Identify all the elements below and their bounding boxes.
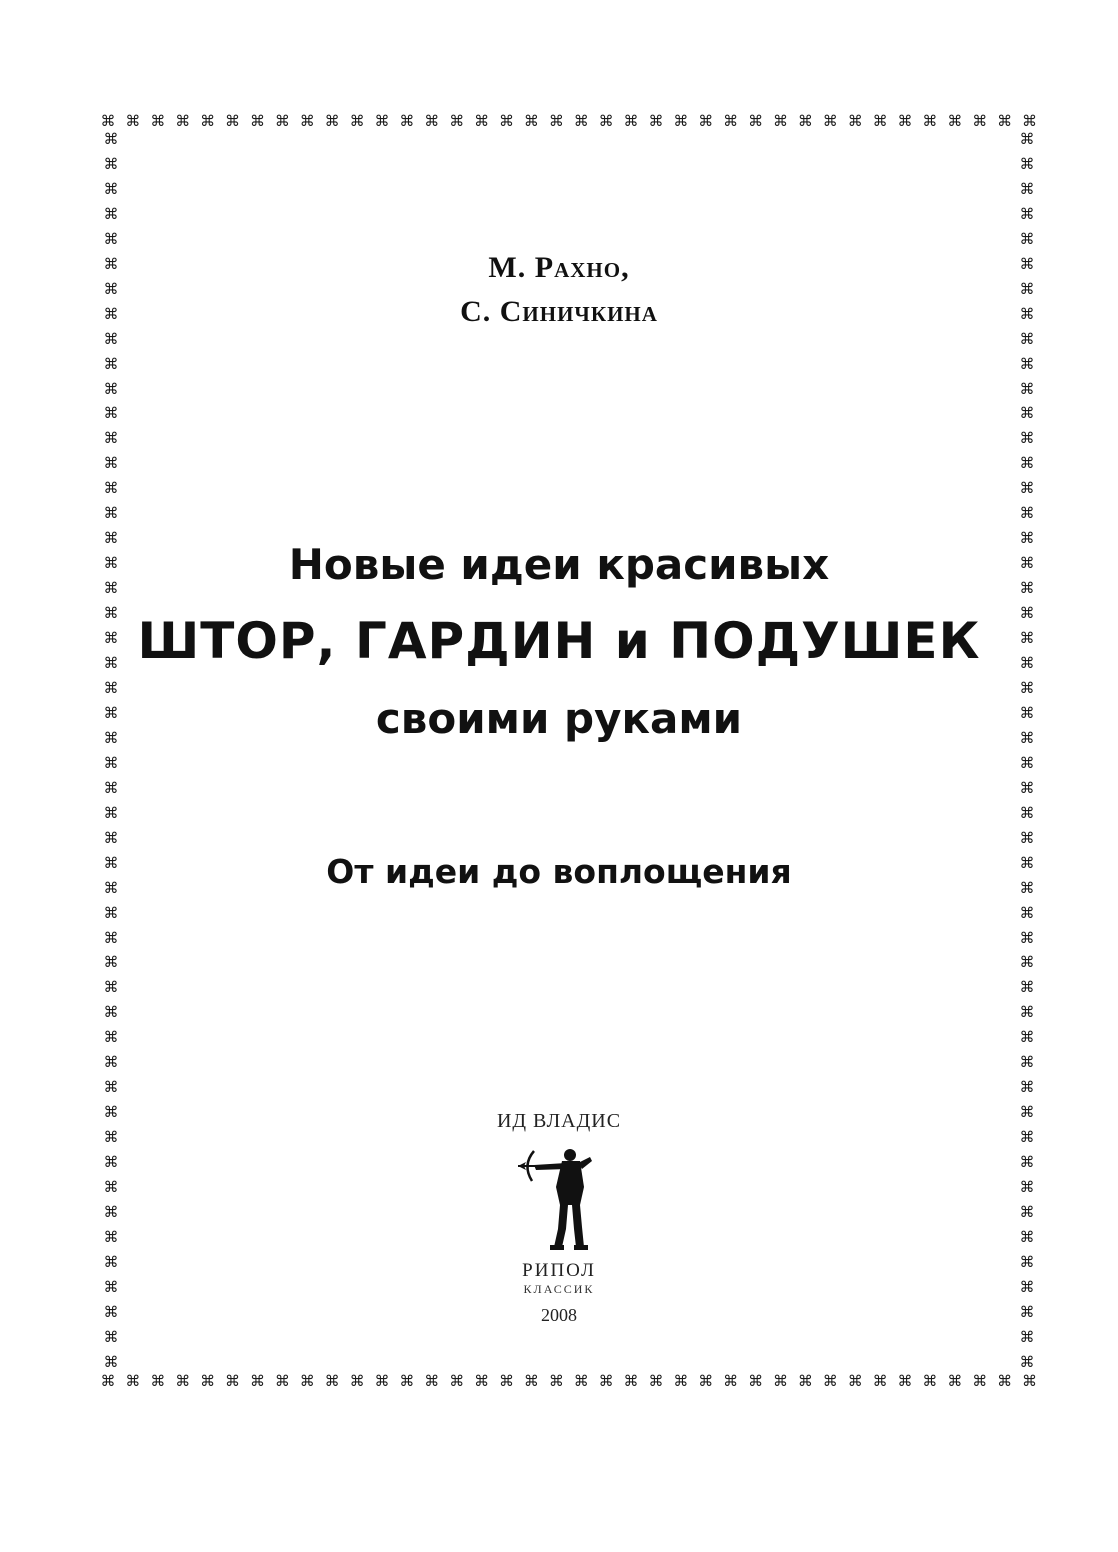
- ornament-glyph-icon: ⌘: [1019, 204, 1035, 223]
- ornament-glyph-icon: ⌘: [374, 111, 390, 130]
- ornament-glyph-icon: ⌘: [1019, 354, 1035, 373]
- ornament-glyph-icon: ⌘: [1019, 1053, 1035, 1072]
- ornament-glyph-icon: ⌘: [1019, 429, 1035, 448]
- ornament-glyph-icon: ⌘: [103, 479, 119, 498]
- ornament-glyph-icon: ⌘: [103, 1153, 119, 1172]
- ornament-glyph-icon: ⌘: [1019, 828, 1035, 847]
- ornament-glyph-icon: ⌘: [103, 1028, 119, 1047]
- ornament-glyph-icon: ⌘: [548, 1371, 564, 1390]
- ornament-glyph-icon: ⌘: [698, 1371, 714, 1390]
- ornament-glyph-icon: ⌘: [274, 111, 290, 130]
- ornament-glyph-icon: ⌘: [103, 604, 119, 623]
- ornament-glyph-icon: ⌘: [1019, 753, 1035, 772]
- ornament-glyph-icon: ⌘: [1019, 878, 1035, 897]
- ornament-glyph-icon: ⌘: [103, 928, 119, 947]
- ornament-glyph-icon: ⌘: [1019, 454, 1035, 473]
- ornament-glyph-icon: ⌘: [598, 1371, 614, 1390]
- ornament-glyph-icon: ⌘: [374, 1371, 390, 1390]
- logo-name: РИПОЛ: [522, 1260, 596, 1281]
- ornament-glyph-icon: ⌘: [225, 1371, 241, 1390]
- author-1: М. Рахно,: [488, 251, 630, 284]
- ornament-glyph-icon: ⌘: [1019, 703, 1035, 722]
- ornament-glyph-icon: ⌘: [1019, 1352, 1035, 1370]
- border-top: [100, 110, 1038, 132]
- ornament-glyph-icon: ⌘: [103, 1252, 119, 1271]
- ornament-glyph-icon: ⌘: [103, 379, 119, 398]
- ornament-glyph-icon: ⌘: [349, 1371, 365, 1390]
- ornament-glyph-icon: ⌘: [1019, 678, 1035, 697]
- ornament-glyph-icon: ⌘: [1019, 928, 1035, 947]
- ornament-glyph-icon: ⌘: [424, 1371, 440, 1390]
- ornament-glyph-icon: ⌘: [103, 903, 119, 922]
- border-bottom: [100, 1370, 1038, 1392]
- ornament-glyph-icon: ⌘: [1019, 1153, 1035, 1172]
- ornament-glyph-icon: ⌘: [573, 1371, 589, 1390]
- author-2: С. Синичкина: [460, 295, 658, 328]
- ornament-glyph-icon: ⌘: [125, 1371, 141, 1390]
- ornament-glyph-icon: ⌘: [103, 279, 119, 298]
- ornament-glyph-icon: ⌘: [103, 978, 119, 997]
- ornament-glyph-icon: ⌘: [1019, 1078, 1035, 1097]
- publisher-name: ИД ВЛАДИС: [496, 1110, 622, 1132]
- ornament-glyph-icon: ⌘: [103, 1178, 119, 1197]
- ornament-glyph-icon: ⌘: [1019, 1277, 1035, 1296]
- ornament-glyph-icon: ⌘: [847, 1371, 863, 1390]
- ornament-glyph-icon: ⌘: [1019, 404, 1035, 423]
- ornament-glyph-icon: ⌘: [103, 953, 119, 972]
- ornament-glyph-icon: ⌘: [175, 111, 191, 130]
- ornament-glyph-icon: ⌘: [997, 1371, 1013, 1390]
- ornament-glyph-icon: ⌘: [200, 1371, 216, 1390]
- ornament-glyph-icon: ⌘: [1019, 379, 1035, 398]
- ornament-glyph-icon: ⌘: [997, 111, 1013, 130]
- ornament-glyph-icon: ⌘: [103, 803, 119, 822]
- ornament-glyph-icon: ⌘: [103, 1302, 119, 1321]
- ornament-glyph-icon: ⌘: [103, 254, 119, 273]
- title-line-1: Новые идеи красивых: [288, 540, 830, 589]
- ornament-glyph-icon: ⌘: [100, 111, 116, 130]
- ornament-glyph-icon: ⌘: [324, 1371, 340, 1390]
- ornament-glyph-icon: ⌘: [103, 728, 119, 747]
- ornament-glyph-icon: ⌘: [1019, 279, 1035, 298]
- archer-figure-icon: [504, 1143, 614, 1258]
- ornament-glyph-icon: ⌘: [103, 778, 119, 797]
- ornament-glyph-icon: ⌘: [1019, 132, 1035, 148]
- ornament-glyph-icon: ⌘: [772, 111, 788, 130]
- ornament-glyph-icon: ⌘: [449, 1371, 465, 1390]
- ornament-glyph-icon: ⌘: [723, 111, 739, 130]
- ornament-glyph-icon: ⌘: [225, 111, 241, 130]
- ornament-glyph-icon: ⌘: [1019, 803, 1035, 822]
- ornament-glyph-icon: ⌘: [1019, 1128, 1035, 1147]
- ornament-glyph-icon: ⌘: [523, 1371, 539, 1390]
- ornament-glyph-icon: ⌘: [748, 111, 764, 130]
- ornament-glyph-icon: ⌘: [424, 111, 440, 130]
- ornament-glyph-icon: ⌘: [103, 204, 119, 223]
- ornament-glyph-icon: ⌘: [797, 111, 813, 130]
- ornament-glyph-icon: ⌘: [623, 1371, 639, 1390]
- ornament-glyph-icon: ⌘: [1019, 579, 1035, 598]
- ornament-glyph-icon: ⌘: [103, 132, 119, 148]
- ornament-glyph-icon: ⌘: [847, 111, 863, 130]
- ornament-glyph-icon: ⌘: [1019, 504, 1035, 523]
- ornament-glyph-icon: ⌘: [1019, 953, 1035, 972]
- ornament-glyph-icon: ⌘: [299, 111, 315, 130]
- ornament-glyph-icon: ⌘: [922, 111, 938, 130]
- ornament-glyph-icon: ⌘: [1019, 1202, 1035, 1221]
- ornament-glyph-icon: ⌘: [103, 404, 119, 423]
- ornament-glyph-icon: ⌘: [1019, 529, 1035, 548]
- ornament-glyph-icon: ⌘: [249, 111, 265, 130]
- ornament-glyph-icon: ⌘: [150, 1371, 166, 1390]
- ornament-glyph-icon: ⌘: [947, 111, 963, 130]
- ornament-glyph-icon: ⌘: [623, 111, 639, 130]
- ornament-glyph-icon: ⌘: [100, 1371, 116, 1390]
- ornament-glyph-icon: ⌘: [673, 111, 689, 130]
- ornament-glyph-icon: ⌘: [103, 828, 119, 847]
- ornament-glyph-icon: ⌘: [103, 1327, 119, 1346]
- ornament-glyph-icon: ⌘: [103, 504, 119, 523]
- title-line-3: своими руками: [375, 694, 743, 743]
- ornament-glyph-icon: ⌘: [1019, 479, 1035, 498]
- ornament-glyph-icon: ⌘: [125, 111, 141, 130]
- ornament-glyph-icon: ⌘: [103, 1003, 119, 1022]
- ornament-glyph-icon: ⌘: [449, 111, 465, 130]
- ornament-glyph-icon: ⌘: [399, 111, 415, 130]
- ornament-glyph-icon: ⌘: [1022, 111, 1038, 130]
- ornament-glyph-icon: ⌘: [103, 1053, 119, 1072]
- ornament-glyph-icon: ⌘: [103, 454, 119, 473]
- ornament-glyph-icon: ⌘: [103, 1352, 119, 1370]
- ornament-glyph-icon: ⌘: [474, 111, 490, 130]
- ornament-glyph-icon: ⌘: [103, 1202, 119, 1221]
- ornament-glyph-icon: ⌘: [103, 1078, 119, 1097]
- ornament-glyph-icon: ⌘: [1019, 1178, 1035, 1197]
- ornament-glyph-icon: ⌘: [548, 111, 564, 130]
- ornament-glyph-icon: ⌘: [249, 1371, 265, 1390]
- ornament-glyph-icon: ⌘: [822, 111, 838, 130]
- ornament-glyph-icon: ⌘: [349, 111, 365, 130]
- ornament-glyph-icon: ⌘: [1019, 304, 1035, 323]
- authors-block: [0, 246, 1118, 334]
- ornament-glyph-icon: ⌘: [947, 1371, 963, 1390]
- ornament-glyph-icon: ⌘: [1019, 1003, 1035, 1022]
- ornament-glyph-icon: ⌘: [1019, 254, 1035, 273]
- ornament-glyph-icon: ⌘: [499, 1371, 514, 1390]
- ornament-glyph-icon: ⌘: [299, 1371, 315, 1390]
- ornament-glyph-icon: ⌘: [200, 111, 216, 130]
- ornament-glyph-icon: ⌘: [897, 1371, 913, 1390]
- ornament-glyph-icon: ⌘: [1019, 654, 1035, 673]
- ornament-glyph-icon: ⌘: [103, 753, 119, 772]
- ornament-glyph-icon: ⌘: [723, 1371, 739, 1390]
- ornament-glyph-icon: ⌘: [1019, 1103, 1035, 1122]
- ornament-glyph-icon: ⌘: [698, 111, 714, 130]
- ornament-glyph-icon: ⌘: [598, 111, 614, 130]
- ornament-glyph-icon: ⌘: [103, 529, 119, 548]
- ornament-glyph-icon: ⌘: [1019, 1028, 1035, 1047]
- ornament-glyph-icon: ⌘: [872, 1371, 888, 1390]
- ornament-glyph-icon: ⌘: [1019, 554, 1035, 573]
- ornament-glyph-icon: ⌘: [103, 1103, 119, 1122]
- ornament-glyph-icon: ⌘: [324, 111, 340, 130]
- ornament-glyph-icon: ⌘: [772, 1371, 788, 1390]
- ornament-glyph-icon: ⌘: [1019, 154, 1035, 173]
- ornament-glyph-icon: ⌘: [1019, 604, 1035, 623]
- ornament-glyph-icon: ⌘: [103, 229, 119, 248]
- ornament-glyph-icon: ⌘: [573, 111, 589, 130]
- ornament-glyph-icon: ⌘: [523, 111, 539, 130]
- ornament-glyph-icon: ⌘: [748, 1371, 764, 1390]
- publication-year: 2008: [541, 1305, 577, 1325]
- ornament-glyph-icon: ⌘: [103, 1277, 119, 1296]
- ornament-glyph-icon: ⌘: [1022, 1371, 1038, 1390]
- ornament-glyph-icon: ⌘: [972, 1371, 988, 1390]
- ornament-glyph-icon: ⌘: [103, 629, 119, 648]
- ornament-glyph-icon: ⌘: [972, 111, 988, 130]
- ornament-glyph-icon: ⌘: [1019, 329, 1035, 348]
- ornament-glyph-icon: ⌘: [922, 1371, 938, 1390]
- ornament-glyph-icon: ⌘: [1019, 629, 1035, 648]
- ornament-glyph-icon: ⌘: [648, 1371, 664, 1390]
- ornament-glyph-icon: ⌘: [499, 111, 514, 130]
- ornament-glyph-icon: ⌘: [103, 304, 119, 323]
- ornament-glyph-icon: ⌘: [103, 878, 119, 897]
- ornament-glyph-icon: ⌘: [1019, 179, 1035, 198]
- ornament-glyph-icon: ⌘: [399, 1371, 415, 1390]
- ornament-glyph-icon: ⌘: [175, 1371, 191, 1390]
- ornament-glyph-icon: ⌘: [1019, 853, 1035, 872]
- ornament-glyph-icon: ⌘: [103, 654, 119, 673]
- ornament-glyph-icon: ⌘: [1019, 728, 1035, 747]
- ornament-glyph-icon: ⌘: [1019, 1252, 1035, 1271]
- ornament-glyph-icon: ⌘: [1019, 903, 1035, 922]
- ornament-glyph-icon: ⌘: [872, 111, 888, 130]
- ornament-glyph-icon: ⌘: [103, 1128, 119, 1147]
- publisher-block: [0, 1110, 1118, 1326]
- ornament-glyph-icon: ⌘: [103, 678, 119, 697]
- ornament-glyph-icon: ⌘: [103, 579, 119, 598]
- ornament-glyph-icon: ⌘: [797, 1371, 813, 1390]
- title-line-2: ШТОР, ГАРДИН и ПОДУШЕК: [137, 612, 981, 670]
- ornament-glyph-icon: ⌘: [1019, 1327, 1035, 1346]
- ornament-glyph-icon: ⌘: [103, 154, 119, 173]
- ornament-glyph-icon: ⌘: [103, 429, 119, 448]
- ornament-glyph-icon: ⌘: [150, 111, 166, 130]
- ornament-glyph-icon: ⌘: [103, 703, 119, 722]
- ornament-glyph-icon: ⌘: [1019, 1302, 1035, 1321]
- ornament-glyph-icon: ⌘: [648, 111, 664, 130]
- ornament-glyph-icon: ⌘: [474, 1371, 490, 1390]
- ornament-glyph-icon: ⌘: [103, 329, 119, 348]
- ornament-glyph-icon: ⌘: [103, 853, 119, 872]
- ornament-glyph-icon: ⌘: [103, 179, 119, 198]
- ornament-glyph-icon: ⌘: [103, 354, 119, 373]
- ornament-glyph-icon: ⌘: [822, 1371, 838, 1390]
- ornament-glyph-icon: ⌘: [1019, 229, 1035, 248]
- ornament-glyph-icon: ⌘: [1019, 1227, 1035, 1246]
- ornament-glyph-icon: ⌘: [673, 1371, 689, 1390]
- ornament-glyph-icon: ⌘: [103, 554, 119, 573]
- ornament-glyph-icon: ⌘: [274, 1371, 290, 1390]
- book-title: [0, 530, 1118, 756]
- ornament-glyph-icon: ⌘: [897, 111, 913, 130]
- book-subtitle: От идеи до воплощения: [326, 852, 792, 891]
- logo-subtitle: КЛАССИК: [523, 1282, 595, 1296]
- ornament-glyph-icon: ⌘: [1019, 978, 1035, 997]
- ornament-glyph-icon: ⌘: [1019, 778, 1035, 797]
- ornament-glyph-icon: ⌘: [103, 1227, 119, 1246]
